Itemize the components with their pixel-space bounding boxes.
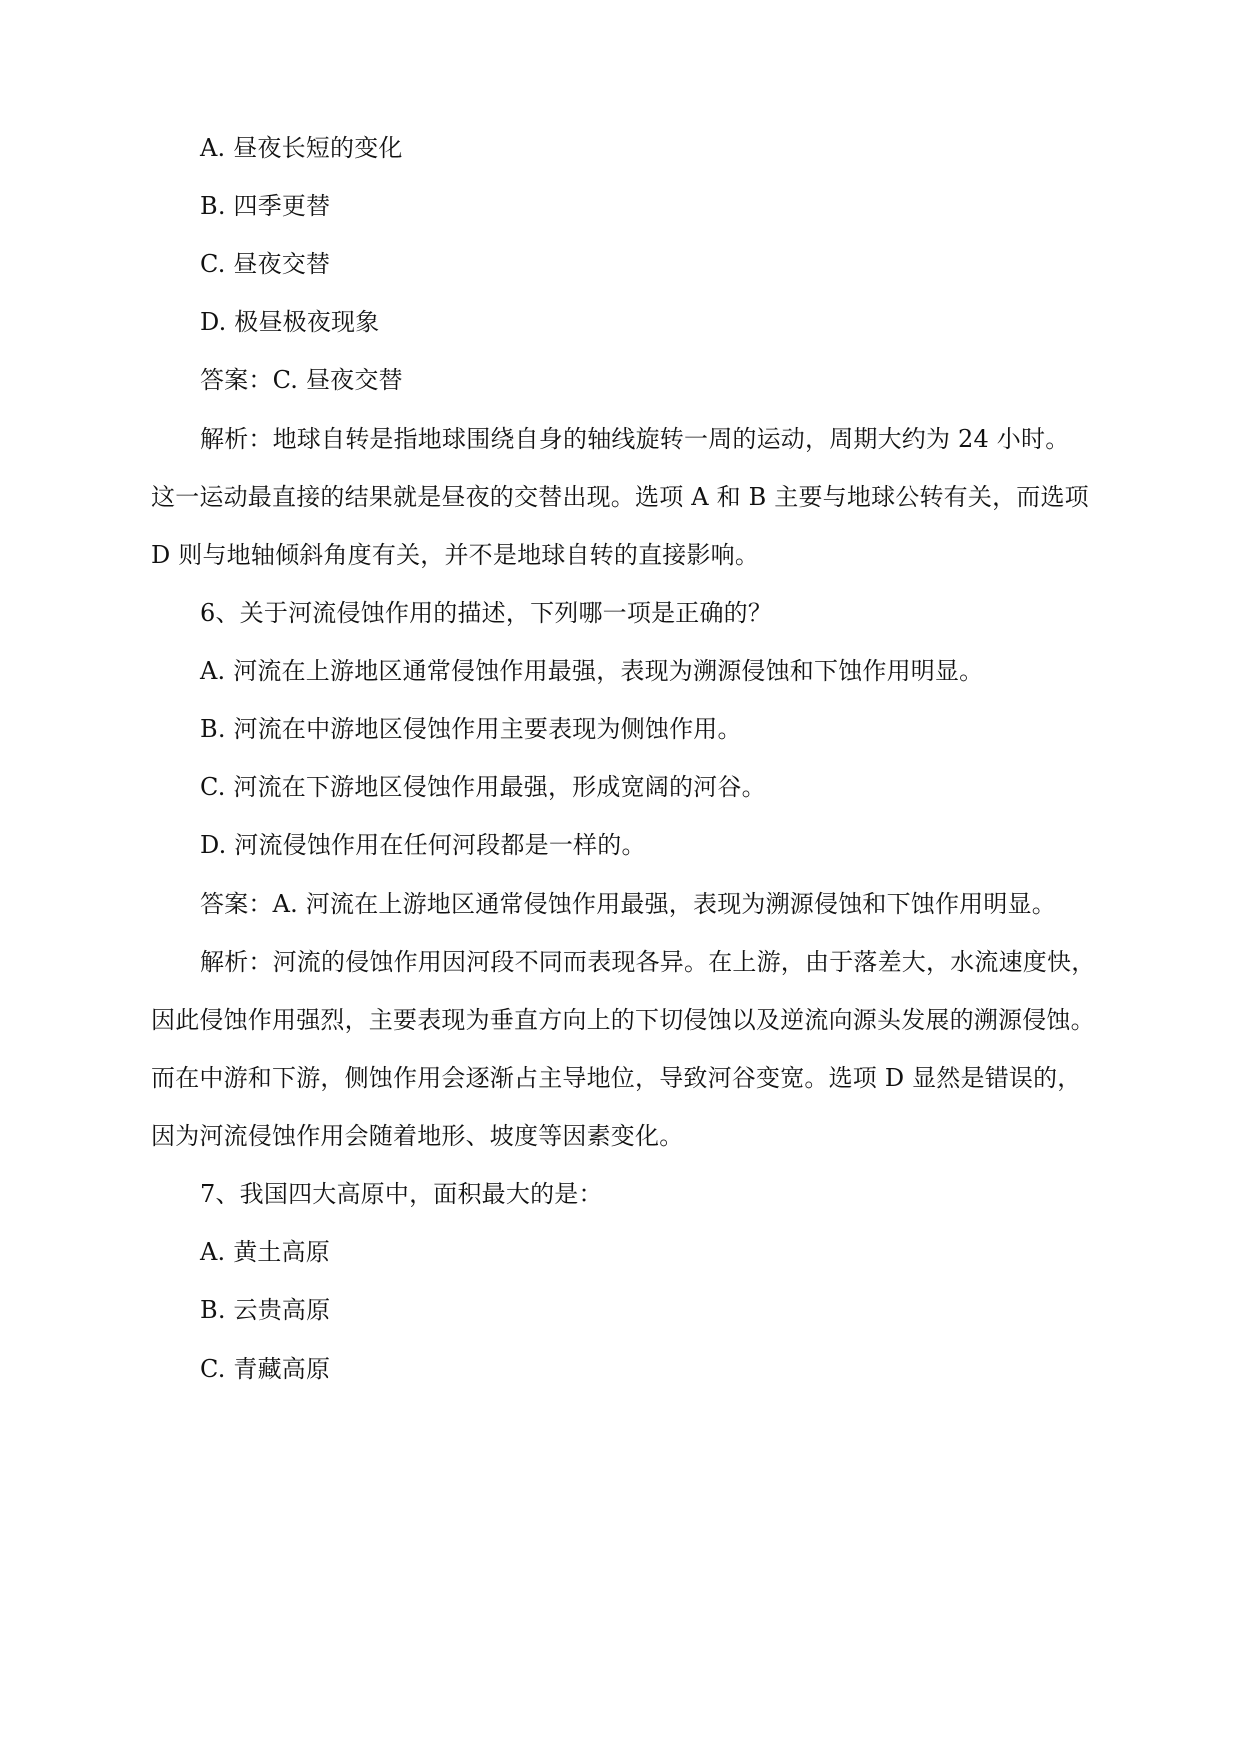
q5-answer: 答案：C. 昼夜交替 <box>200 366 403 394</box>
q6-answer: 答案：A. 河流在上游地区通常侵蚀作用最强，表现为溯源侵蚀和下蚀作用明显。 <box>200 890 1056 918</box>
q5-analysis-line-3: D 则与地轴倾斜角度有关，并不是地球自转的直接影响。 <box>151 541 760 569</box>
q6-question: 6、关于河流侵蚀作用的描述，下列哪一项是正确的？ <box>200 599 773 627</box>
q5-option-b: B. 四季更替 <box>200 192 331 220</box>
q5-analysis-line-2: 这一运动最直接的结果就是昼夜的交替出现。选项 A 和 B 主要与地球公转有关，而选项 <box>151 483 1089 511</box>
q5-option-a: A. 昼夜长短的变化 <box>200 134 403 162</box>
q6-option-c: C. 河流在下游地区侵蚀作用最强，形成宽阔的河谷。 <box>200 773 766 801</box>
q7-option-c: C. 青藏高原 <box>200 1355 331 1383</box>
q6-option-b: B. 河流在中游地区侵蚀作用主要表现为侧蚀作用。 <box>200 715 742 743</box>
q6-analysis-line-1: 解析：河流的侵蚀作用因河段不同而表现各异。在上游，由于落差大，水流速度快， <box>200 948 1096 976</box>
q6-analysis-line-4: 因为河流侵蚀作用会随着地形、坡度等因素变化。 <box>151 1122 684 1150</box>
q6-analysis-line-3: 而在中游和下游，侧蚀作用会逐渐占主导地位，导致河谷变宽。选项 D 显然是错误的， <box>151 1064 1082 1092</box>
q5-analysis-line-1: 解析：地球自转是指地球围绕自身的轴线旋转一周的运动，周期大约为 24 小时。 <box>200 425 1070 453</box>
q6-option-a: A. 河流在上游地区通常侵蚀作用最强，表现为溯源侵蚀和下蚀作用明显。 <box>200 657 984 685</box>
q6-analysis-line-2: 因此侵蚀作用强烈，主要表现为垂直方向上的下切侵蚀以及逆流向源头发展的溯源侵蚀。 <box>151 1006 1095 1034</box>
q7-option-b: B. 云贵高原 <box>200 1296 331 1324</box>
q7-question: 7、我国四大高原中，面积最大的是： <box>200 1180 603 1208</box>
q5-option-d: D. 极昼极夜现象 <box>200 308 380 336</box>
q5-option-c: C. 昼夜交替 <box>200 250 331 278</box>
q6-option-d: D. 河流侵蚀作用在任何河段都是一样的。 <box>200 831 646 859</box>
q7-option-a: A. 黄土高原 <box>200 1238 330 1266</box>
